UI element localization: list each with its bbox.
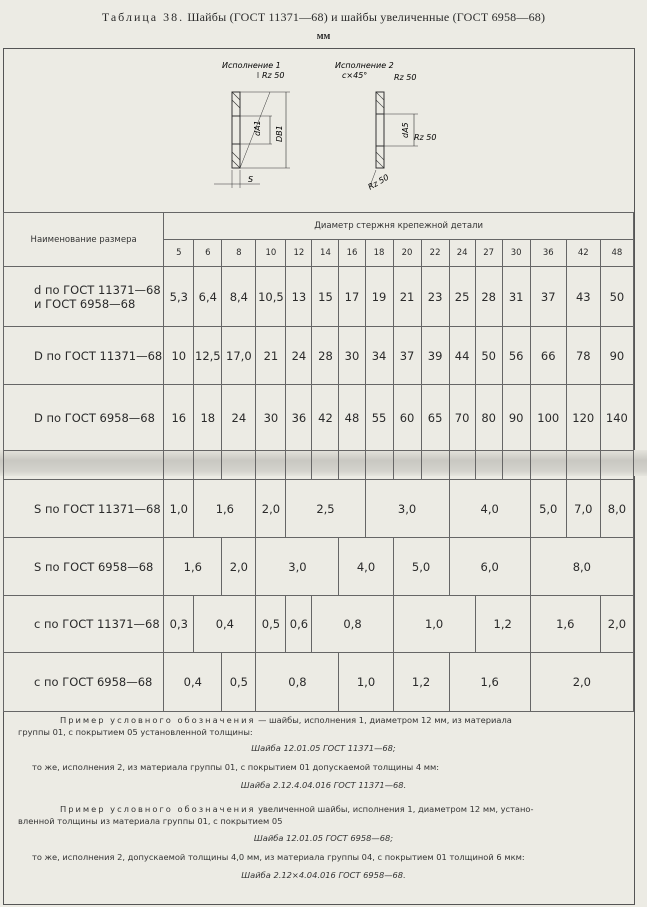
example2-formula: Шайба 12.01.05 ГОСТ 6958—68;	[253, 833, 394, 843]
value-cell: 7,0	[566, 480, 600, 538]
table-row-d	[4, 267, 634, 327]
value-cell: 1,0	[339, 653, 393, 712]
value-cell: 90	[600, 327, 633, 385]
value-cell: 24	[286, 327, 312, 385]
diameter-cell: 48	[600, 240, 633, 267]
value-cell: 2,0	[530, 653, 633, 712]
rz-label-3: Rz 50	[414, 133, 437, 142]
dim-dA1: dА1	[253, 120, 262, 136]
table-row-S-11371	[4, 480, 634, 538]
example1-alt-formula: Шайба 2.12.4.04.016 ГОСТ 11371—68.	[240, 780, 407, 790]
title-prefix: Таблица 38.	[101, 10, 185, 24]
row-name-S-11371: S по ГОСТ 11371—68	[4, 480, 164, 538]
example1-title: Пример условного обозначения	[60, 715, 256, 725]
diameter-group-header: Диаметр стержня крепежной детали	[164, 213, 634, 240]
row-name-S-6958: S по ГОСТ 6958—68	[4, 538, 164, 596]
diameter-cell: 6	[194, 240, 222, 267]
table-title	[0, 10, 647, 25]
diameter-cell: 5	[164, 240, 194, 267]
value-cell: 80	[475, 385, 502, 451]
units-label: мм	[316, 31, 331, 42]
name-column-header: Наименование размера	[4, 213, 164, 267]
value-cell: 8,0	[530, 538, 633, 596]
value-cell: 66	[530, 327, 566, 385]
value-cell: 4,0	[449, 480, 530, 538]
example2-title: Пример условного обозначения	[60, 804, 256, 814]
dim-DB1: DВ1	[275, 125, 284, 142]
value-cell: 5,0	[530, 480, 566, 538]
row-name-d	[4, 267, 164, 327]
value-cell: 37	[530, 267, 566, 327]
value-cell: 6,4	[194, 267, 222, 327]
row-name-c-11371: c по ГОСТ 11371—68	[4, 596, 164, 653]
value-cell: 48	[339, 385, 365, 451]
value-cell: 1,2	[475, 596, 530, 653]
diameter-cell: 14	[312, 240, 339, 267]
diameter-cell: 36	[530, 240, 566, 267]
value-cell: 1,6	[194, 480, 256, 538]
table-row-S-6958	[4, 538, 634, 596]
value-cell: 10,5	[256, 267, 286, 327]
example1-line1	[60, 715, 512, 725]
value-cell: 30	[339, 327, 365, 385]
value-cell: 21	[256, 327, 286, 385]
table-row-c-11371	[4, 596, 634, 653]
value-cell: 28	[312, 327, 339, 385]
table-row-c-6958	[4, 653, 634, 712]
value-cell: 17	[339, 267, 365, 327]
value-cell: 30	[256, 385, 286, 451]
value-cell: 37	[393, 327, 421, 385]
row-name-c-6958: c по ГОСТ 6958—68	[4, 653, 164, 712]
value-cell: 2,5	[286, 480, 365, 538]
value-cell: 18	[194, 385, 222, 451]
value-cell: 0,3	[164, 596, 194, 653]
value-cell: 17,0	[222, 327, 256, 385]
value-cell: 5,3	[164, 267, 194, 327]
value-cell: 10	[164, 327, 194, 385]
dim-s: S	[248, 175, 254, 184]
value-cell: 70	[449, 385, 475, 451]
example2-alt: то же, исполнения 2, допускаемой толщины 4,0 мм, из материала группы 04, с покрытием 01 толщиной 6 мкм:	[32, 852, 525, 862]
value-cell: 1,6	[449, 653, 530, 712]
value-cell: 2,0	[600, 596, 633, 653]
table-row-D-11371	[4, 327, 634, 385]
value-cell: 60	[393, 385, 421, 451]
value-cell: 6,0	[449, 538, 530, 596]
value-cell: 0,5	[222, 653, 256, 712]
diameter-cell: 8	[222, 240, 256, 267]
dim-dA5: dА5	[401, 122, 410, 138]
example1-formula: Шайба 12.01.05 ГОСТ 11371—68;	[251, 743, 396, 753]
diameter-cell: 42	[566, 240, 600, 267]
value-cell: 13	[286, 267, 312, 327]
diameter-cell: 22	[421, 240, 449, 267]
washer-table	[3, 212, 634, 712]
diameter-cell: 16	[339, 240, 365, 267]
value-cell: 55	[365, 385, 393, 451]
value-cell: 8,0	[600, 480, 633, 538]
row-name-d-line2: и ГОСТ 6958—68	[34, 296, 136, 311]
value-cell: 100	[530, 385, 566, 451]
value-cell: 16	[164, 385, 194, 451]
value-cell: 0,5	[256, 596, 286, 653]
value-cell: 8,4	[222, 267, 256, 327]
value-cell: 44	[449, 327, 475, 385]
value-cell: 23	[421, 267, 449, 327]
diameter-cell: 27	[475, 240, 502, 267]
value-cell: 0,4	[164, 653, 222, 712]
row-name-D-6958: D по ГОСТ 6958—68	[4, 385, 164, 451]
value-cell: 12,5	[194, 327, 222, 385]
value-cell: 0,6	[286, 596, 312, 653]
value-cell: 43	[566, 267, 600, 327]
value-cell: 3,0	[365, 480, 449, 538]
title-text: Шайбы (ГОСТ 11371—68) и шайбы увеличенные (ГОСТ 6958—68)	[187, 10, 546, 24]
value-cell: 120	[566, 385, 600, 451]
diameter-cell: 30	[502, 240, 530, 267]
value-cell: 24	[222, 385, 256, 451]
value-cell: 15	[312, 267, 339, 327]
rz-label-1: Rz 50	[262, 71, 285, 80]
diameter-cell: 12	[286, 240, 312, 267]
value-cell: 56	[502, 327, 530, 385]
value-cell: 1,2	[393, 653, 449, 712]
value-cell: 39	[421, 327, 449, 385]
value-cell: 5,0	[393, 538, 449, 596]
value-cell: 34	[365, 327, 393, 385]
example1-text-a: — шайбы, исполнения 1, диаметром 12 мм, из материала	[255, 715, 512, 725]
example2-line1	[60, 804, 534, 814]
table-row-D-6958	[4, 385, 634, 451]
value-cell: 36	[286, 385, 312, 451]
value-cell: 1,0	[393, 596, 475, 653]
value-cell: 78	[566, 327, 600, 385]
value-cell: 1,6	[164, 538, 222, 596]
example2-text-a: увеличенной шайбы, исполнения 1, диаметром 12 мм, устано-	[255, 804, 534, 814]
value-cell: 90	[502, 385, 530, 451]
rz-label-4: Rz 50	[366, 172, 391, 192]
value-cell: 50	[475, 327, 502, 385]
value-cell: 2,0	[222, 538, 256, 596]
value-cell: 2,0	[256, 480, 286, 538]
value-cell: 1,0	[164, 480, 194, 538]
example1-text-b: группы 01, с покрытием 05 установленной толщины:	[18, 727, 253, 737]
value-cell: 0,8	[312, 596, 393, 653]
c45-label: c×45°	[342, 71, 368, 80]
row-name-d-line1: d по ГОСТ 11371—68	[34, 282, 161, 297]
value-cell: 0,4	[194, 596, 256, 653]
diameter-cell: 20	[393, 240, 421, 267]
value-cell: 28	[475, 267, 502, 327]
variant2-label: Исполнение 2	[335, 61, 394, 70]
example2-alt-formula: Шайба 2.12×4.04.016 ГОСТ 6958—68.	[241, 870, 406, 880]
value-cell: 3,0	[256, 538, 339, 596]
value-cell: 42	[312, 385, 339, 451]
variant1-label: Исполнение 1	[222, 61, 281, 70]
fold-gap-row	[4, 451, 634, 480]
diameter-cell: 24	[449, 240, 475, 267]
row-name-D-11371: D по ГОСТ 11371—68	[4, 327, 164, 385]
value-cell: 0,8	[256, 653, 339, 712]
diameter-cell: 10	[256, 240, 286, 267]
value-cell: 65	[421, 385, 449, 451]
value-cell: 21	[393, 267, 421, 327]
value-cell: 50	[600, 267, 633, 327]
diameter-cell: 18	[365, 240, 393, 267]
example2-text-b: вленной толщины из материала группы 01, с покрытием 05	[18, 816, 283, 826]
example1-alt: то же, исполнения 2, из материала группы 01, с покрытием 01 допускаемой толщины 4 мм:	[32, 762, 440, 772]
value-cell: 19	[365, 267, 393, 327]
value-cell: 4,0	[339, 538, 393, 596]
washer-drawing	[200, 58, 460, 208]
value-cell: 140	[600, 385, 633, 451]
value-cell: 31	[502, 267, 530, 327]
rz-label-2: Rz 50	[394, 73, 417, 82]
value-cell: 25	[449, 267, 475, 327]
value-cell: 1,6	[530, 596, 600, 653]
